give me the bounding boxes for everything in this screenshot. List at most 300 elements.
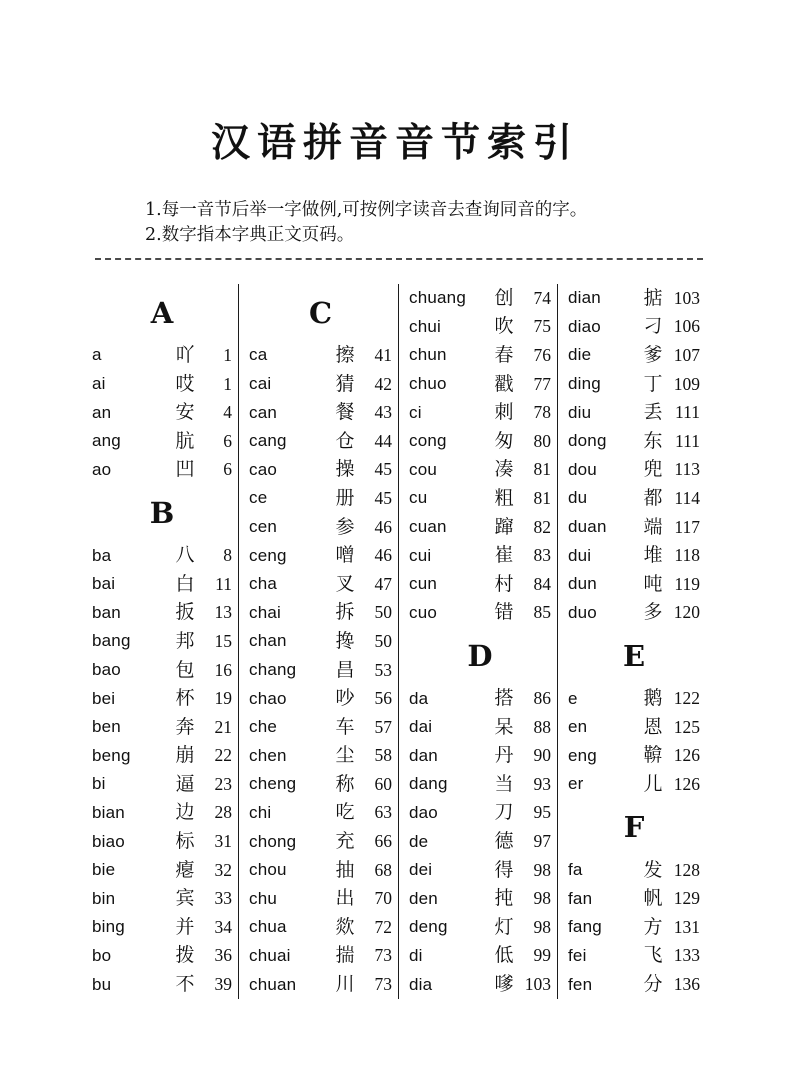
example-character: 兜 xyxy=(643,458,663,481)
page-number: 50 xyxy=(374,630,392,651)
pinyin-syllable: ci xyxy=(409,402,422,422)
pinyin-syllable: da xyxy=(409,688,429,708)
example-character: 餐 xyxy=(335,401,355,424)
pinyin-syllable: an xyxy=(92,402,112,422)
page-number: 73 xyxy=(374,974,392,995)
page-number: 46 xyxy=(374,545,392,566)
example-character: 白 xyxy=(175,572,195,595)
example-character: 爹 xyxy=(643,343,663,366)
pinyin-syllable: bo xyxy=(92,945,112,965)
example-character: 邦 xyxy=(175,629,195,652)
example-character: 八 xyxy=(175,544,195,567)
pinyin-syllable: cha xyxy=(249,574,278,594)
syllable-entry xyxy=(92,570,232,599)
page-number: 93 xyxy=(533,773,551,794)
page-title: 汉语拼音音节索引 xyxy=(210,120,579,166)
example-character: 村 xyxy=(494,572,514,595)
page-number: 106 xyxy=(673,316,700,337)
pinyin-syllable: chen xyxy=(249,745,287,765)
syllable-entry xyxy=(92,942,232,971)
example-character: 儿 xyxy=(643,772,663,795)
syllable-entry xyxy=(249,970,392,999)
page-number: 11 xyxy=(215,573,232,594)
pinyin-syllable: duo xyxy=(568,602,597,622)
page-number: 131 xyxy=(673,916,700,937)
page-number: 1 xyxy=(223,344,232,365)
page-number: 16 xyxy=(214,659,232,680)
syllable-entry xyxy=(249,370,392,399)
syllable-entry xyxy=(92,799,232,828)
pinyin-syllable: cang xyxy=(249,431,287,451)
example-character: 尘 xyxy=(335,744,355,767)
pinyin-syllable: di xyxy=(409,945,423,965)
pinyin-syllable: fei xyxy=(568,945,587,965)
page-number: 107 xyxy=(673,344,700,365)
page-number: 84 xyxy=(533,573,551,594)
syllable-entry xyxy=(568,513,700,542)
pinyin-syllable: dei xyxy=(409,860,433,880)
example-character: 搭 xyxy=(494,687,514,710)
example-character: 操 xyxy=(335,458,355,481)
page-number: 81 xyxy=(533,487,551,508)
pinyin-syllable: ban xyxy=(92,602,121,622)
syllable-entry xyxy=(568,541,700,570)
pinyin-syllable: chan xyxy=(249,631,287,651)
example-character: 扳 xyxy=(175,601,195,624)
page-number: 98 xyxy=(533,916,551,937)
example-character: 灯 xyxy=(494,915,514,938)
pinyin-syllable: fang xyxy=(568,917,602,937)
pinyin-syllable: chu xyxy=(249,888,278,908)
dashed-divider xyxy=(95,258,703,260)
syllable-entry xyxy=(92,599,232,628)
pinyin-syllable: chui xyxy=(409,316,441,336)
syllable-entry xyxy=(92,398,232,427)
pinyin-syllable: chuan xyxy=(249,974,297,994)
example-character: 肮 xyxy=(175,429,195,452)
example-character: 包 xyxy=(175,658,195,681)
example-character: 逼 xyxy=(175,772,195,795)
example-character: 安 xyxy=(175,401,195,424)
syllable-entry xyxy=(249,541,392,570)
page-number: 120 xyxy=(673,602,700,623)
pinyin-syllable: biao xyxy=(92,831,125,851)
example-character: 搀 xyxy=(335,629,355,652)
page-number: 33 xyxy=(214,888,232,909)
page-number: 21 xyxy=(214,716,232,737)
pinyin-syllable: diao xyxy=(568,316,601,336)
page-number: 22 xyxy=(214,745,232,766)
syllable-entry xyxy=(409,484,551,513)
example-character: 刁 xyxy=(643,315,663,338)
example-character: 帆 xyxy=(643,887,663,910)
syllable-entry xyxy=(409,856,551,885)
pinyin-syllable: chang xyxy=(249,660,297,680)
example-character: 标 xyxy=(175,830,195,853)
page-number: 23 xyxy=(214,773,232,794)
pinyin-syllable: dian xyxy=(568,288,601,308)
index-column-4 xyxy=(557,284,706,999)
page-number: 126 xyxy=(673,745,700,766)
page-number: 119 xyxy=(674,573,700,594)
example-character: 刀 xyxy=(494,801,514,824)
pinyin-syllable: dou xyxy=(568,459,597,479)
syllable-entry xyxy=(409,513,551,542)
page-number: 128 xyxy=(673,859,700,880)
page-number: 42 xyxy=(374,373,392,394)
page-number: 45 xyxy=(374,459,392,480)
syllable-entry xyxy=(249,656,392,685)
page-number: 50 xyxy=(374,602,392,623)
page-number: 70 xyxy=(374,888,392,909)
example-character: 戳 xyxy=(494,372,514,395)
page-number: 88 xyxy=(533,716,551,737)
syllable-entry xyxy=(568,856,700,885)
example-character: 杯 xyxy=(175,687,195,710)
pinyin-syllable: bing xyxy=(92,917,125,937)
syllable-entry xyxy=(409,799,551,828)
pinyin-syllable: bian xyxy=(92,802,125,822)
example-character: 嗲 xyxy=(494,973,514,996)
pinyin-syllable: ba xyxy=(92,545,112,565)
syllable-entry xyxy=(249,684,392,713)
pinyin-syllable: chong xyxy=(249,831,297,851)
syllable-entry xyxy=(92,427,232,456)
page-number: 90 xyxy=(533,745,551,766)
pinyin-syllable: dan xyxy=(409,745,438,765)
page-number: 82 xyxy=(533,516,551,537)
example-character: 欻 xyxy=(335,915,355,938)
syllable-entry xyxy=(92,370,232,399)
example-character: 吖 xyxy=(175,343,195,366)
syllable-entry xyxy=(92,970,232,999)
syllable-entry xyxy=(409,456,551,485)
page-number: 122 xyxy=(673,688,700,709)
pinyin-syllable: cu xyxy=(409,488,428,508)
usage-notes xyxy=(145,198,587,248)
syllable-entry xyxy=(249,427,392,456)
pinyin-syllable: cheng xyxy=(249,774,297,794)
example-character: 吃 xyxy=(335,801,355,824)
syllable-entry xyxy=(568,484,700,513)
page-number: 129 xyxy=(673,888,700,909)
syllable-entry xyxy=(409,742,551,771)
example-character: 崩 xyxy=(175,744,195,767)
example-character: 吨 xyxy=(643,572,663,595)
page-number: 114 xyxy=(674,487,700,508)
example-character: 鞥 xyxy=(643,744,663,767)
section-header-f: F xyxy=(623,810,645,845)
page-number: 103 xyxy=(673,287,700,308)
page-number: 34 xyxy=(214,916,232,937)
pinyin-syllable: ai xyxy=(92,374,106,394)
example-character: 册 xyxy=(335,486,355,509)
syllable-entry xyxy=(409,341,551,370)
page-number: 85 xyxy=(533,602,551,623)
pinyin-syllable: bi xyxy=(92,774,106,794)
example-character: 掂 xyxy=(643,286,663,309)
syllable-entry xyxy=(409,370,551,399)
pinyin-syllable: cai xyxy=(249,374,272,394)
pinyin-syllable: bin xyxy=(92,888,116,908)
syllable-entry xyxy=(568,313,700,342)
example-character: 东 xyxy=(643,429,663,452)
page-number: 136 xyxy=(673,974,700,995)
example-character: 不 xyxy=(175,973,195,996)
pinyin-syllable: dai xyxy=(409,717,433,737)
example-character: 凹 xyxy=(175,458,195,481)
example-character: 刺 xyxy=(494,401,514,424)
page-number: 75 xyxy=(533,316,551,337)
syllable-entry xyxy=(249,913,392,942)
example-character: 叉 xyxy=(335,572,355,595)
syllable-entry xyxy=(409,884,551,913)
example-character: 瘪 xyxy=(175,858,195,881)
syllable-entry xyxy=(92,656,232,685)
syllable-entry xyxy=(409,713,551,742)
pinyin-syllable: che xyxy=(249,717,278,737)
syllable-entry xyxy=(249,742,392,771)
page-number: 111 xyxy=(675,402,700,423)
syllable-entry xyxy=(409,599,551,628)
pinyin-syllable: cuan xyxy=(409,517,447,537)
syllable-entry xyxy=(92,627,232,656)
syllable-entry xyxy=(92,770,232,799)
pinyin-syllable: fan xyxy=(568,888,593,908)
example-character: 错 xyxy=(494,601,514,624)
page-number: 53 xyxy=(374,659,392,680)
pinyin-syllable: cen xyxy=(249,517,278,537)
page-number: 111 xyxy=(675,430,700,451)
example-character: 仓 xyxy=(335,429,355,452)
syllable-entry xyxy=(568,913,700,942)
pinyin-syllable: ao xyxy=(92,459,112,479)
syllable-entry xyxy=(409,427,551,456)
syllable-entry xyxy=(409,913,551,942)
pinyin-syllable: dong xyxy=(568,431,607,451)
example-character: 并 xyxy=(175,915,195,938)
example-character: 多 xyxy=(643,601,663,624)
syllable-entry xyxy=(568,341,700,370)
pinyin-syllable: chuang xyxy=(409,288,466,308)
example-character: 称 xyxy=(335,772,355,795)
syllable-entry xyxy=(568,370,700,399)
pinyin-syllable: ben xyxy=(92,717,121,737)
example-character: 扽 xyxy=(494,887,514,910)
page-number: 95 xyxy=(533,802,551,823)
pinyin-syllable: beng xyxy=(92,745,131,765)
section-header-c: C xyxy=(308,295,333,330)
pinyin-syllable: du xyxy=(568,488,588,508)
page-number: 73 xyxy=(374,945,392,966)
example-character: 得 xyxy=(494,858,514,881)
syllable-entry xyxy=(568,599,700,628)
syllable-entry xyxy=(92,341,232,370)
page-number: 15 xyxy=(214,630,232,651)
page-number: 63 xyxy=(374,802,392,823)
pinyin-syllable: chao xyxy=(249,688,287,708)
example-character: 凑 xyxy=(494,458,514,481)
example-character: 抽 xyxy=(335,858,355,881)
pinyin-syllable: ceng xyxy=(249,545,287,565)
pinyin-syllable: cun xyxy=(409,574,438,594)
section-header-a: A xyxy=(150,295,174,330)
index-column-3 xyxy=(398,284,557,999)
example-character: 宾 xyxy=(175,887,195,910)
example-character: 方 xyxy=(643,915,663,938)
syllable-entry xyxy=(409,541,551,570)
example-character: 吵 xyxy=(335,687,355,710)
syllable-entry xyxy=(92,856,232,885)
example-character: 匆 xyxy=(494,429,514,452)
syllable-entry xyxy=(92,456,232,485)
pinyin-syllable: cou xyxy=(409,459,438,479)
page-number: 83 xyxy=(533,545,551,566)
pinyin-syllable: die xyxy=(568,345,592,365)
syllable-entry xyxy=(249,456,392,485)
page-number: 133 xyxy=(673,945,700,966)
syllable-entry xyxy=(92,713,232,742)
page-number: 4 xyxy=(223,402,232,423)
pinyin-syllable: e xyxy=(568,688,578,708)
pinyin-syllable: bao xyxy=(92,660,121,680)
page-number: 126 xyxy=(673,773,700,794)
pinyin-syllable: diu xyxy=(568,402,592,422)
example-character: 创 xyxy=(494,286,514,309)
pinyin-syllable: bei xyxy=(92,688,116,708)
example-character: 丁 xyxy=(643,372,663,395)
example-character: 当 xyxy=(494,772,514,795)
syllable-entry xyxy=(249,713,392,742)
syllable-entry xyxy=(568,713,700,742)
page-number: 80 xyxy=(533,430,551,451)
page-number: 113 xyxy=(674,459,700,480)
syllable-entry xyxy=(409,827,551,856)
syllable-entry xyxy=(249,884,392,913)
page-number: 86 xyxy=(533,688,551,709)
pinyin-syllable: cui xyxy=(409,545,432,565)
section-header-b: B xyxy=(149,495,175,530)
page-number: 41 xyxy=(374,344,392,365)
syllable-entry xyxy=(409,942,551,971)
example-character: 丹 xyxy=(494,744,514,767)
page-number: 45 xyxy=(374,487,392,508)
example-character: 猜 xyxy=(335,372,355,395)
syllable-entry xyxy=(568,684,700,713)
syllable-entry xyxy=(409,770,551,799)
example-character: 昌 xyxy=(335,658,355,681)
syllable-entry xyxy=(249,513,392,542)
syllable-entry xyxy=(249,942,392,971)
pinyin-syllable: fa xyxy=(568,860,583,880)
example-character: 边 xyxy=(175,801,195,824)
syllable-entry xyxy=(568,942,700,971)
syllable-entry xyxy=(568,884,700,913)
page-number: 43 xyxy=(374,402,392,423)
syllable-entry xyxy=(92,684,232,713)
pinyin-syllable: cao xyxy=(249,459,278,479)
syllable-entry xyxy=(409,570,551,599)
page-number: 103 xyxy=(524,974,551,995)
example-character: 分 xyxy=(643,973,663,996)
page-number: 99 xyxy=(533,945,551,966)
page-number: 98 xyxy=(533,859,551,880)
pinyin-syllable: chou xyxy=(249,860,287,880)
syllable-entry xyxy=(249,570,392,599)
page-number: 98 xyxy=(533,888,551,909)
section-header-d: D xyxy=(467,638,493,673)
page-number: 72 xyxy=(374,916,392,937)
pinyin-syllable: duan xyxy=(568,517,607,537)
page-number: 47 xyxy=(374,573,392,594)
pinyin-syllable: chua xyxy=(249,917,287,937)
syllable-entry xyxy=(568,398,700,427)
note-line-2: 2.数字指本字典正文页码。 xyxy=(145,225,355,245)
section-header-e: E xyxy=(622,638,646,673)
example-character: 哎 xyxy=(175,372,195,395)
page-number: 19 xyxy=(214,688,232,709)
pinyin-syllable: dao xyxy=(409,802,438,822)
pinyin-syllable: eng xyxy=(568,745,597,765)
pinyin-syllable: chuai xyxy=(249,945,291,965)
example-character: 车 xyxy=(335,715,355,738)
page-number: 57 xyxy=(374,716,392,737)
example-character: 蹿 xyxy=(494,515,514,538)
index-column-1 xyxy=(92,284,238,999)
pinyin-syllable: bu xyxy=(92,974,112,994)
pinyin-syllable: cuo xyxy=(409,602,438,622)
page-number: 125 xyxy=(673,716,700,737)
page-number: 109 xyxy=(673,373,700,394)
pinyin-syllable: ang xyxy=(92,431,121,451)
syllable-entry xyxy=(249,627,392,656)
syllable-index-table xyxy=(92,284,706,999)
syllable-entry xyxy=(409,398,551,427)
pinyin-syllable: ce xyxy=(249,488,268,508)
syllable-entry xyxy=(249,484,392,513)
page-number: 8 xyxy=(223,545,232,566)
pinyin-syllable: ca xyxy=(249,345,268,365)
note-line-1: 1.每一音节后举一字做例,可按例字读音去查询同音的字。 xyxy=(145,200,588,220)
syllable-entry xyxy=(249,856,392,885)
page-number: 1 xyxy=(223,373,232,394)
pinyin-syllable: bang xyxy=(92,631,131,651)
page-number: 78 xyxy=(533,402,551,423)
example-character: 丢 xyxy=(643,401,663,424)
page-number: 39 xyxy=(214,974,232,995)
syllable-entry xyxy=(249,799,392,828)
example-character: 恩 xyxy=(643,715,663,738)
pinyin-syllable: de xyxy=(409,831,429,851)
pinyin-syllable: bai xyxy=(92,574,116,594)
syllable-entry xyxy=(568,456,700,485)
syllable-entry xyxy=(409,284,551,313)
page-number: 31 xyxy=(214,831,232,852)
syllable-entry xyxy=(92,827,232,856)
syllable-entry xyxy=(568,427,700,456)
syllable-entry xyxy=(249,341,392,370)
pinyin-syllable: dang xyxy=(409,774,448,794)
syllable-entry xyxy=(568,570,700,599)
syllable-entry xyxy=(409,970,551,999)
syllable-entry xyxy=(92,541,232,570)
pinyin-syllable: dui xyxy=(568,545,592,565)
example-character: 呆 xyxy=(494,715,514,738)
example-character: 拨 xyxy=(175,944,195,967)
example-character: 飞 xyxy=(643,944,663,967)
pinyin-syllable: chuo xyxy=(409,374,447,394)
example-character: 都 xyxy=(643,486,663,509)
